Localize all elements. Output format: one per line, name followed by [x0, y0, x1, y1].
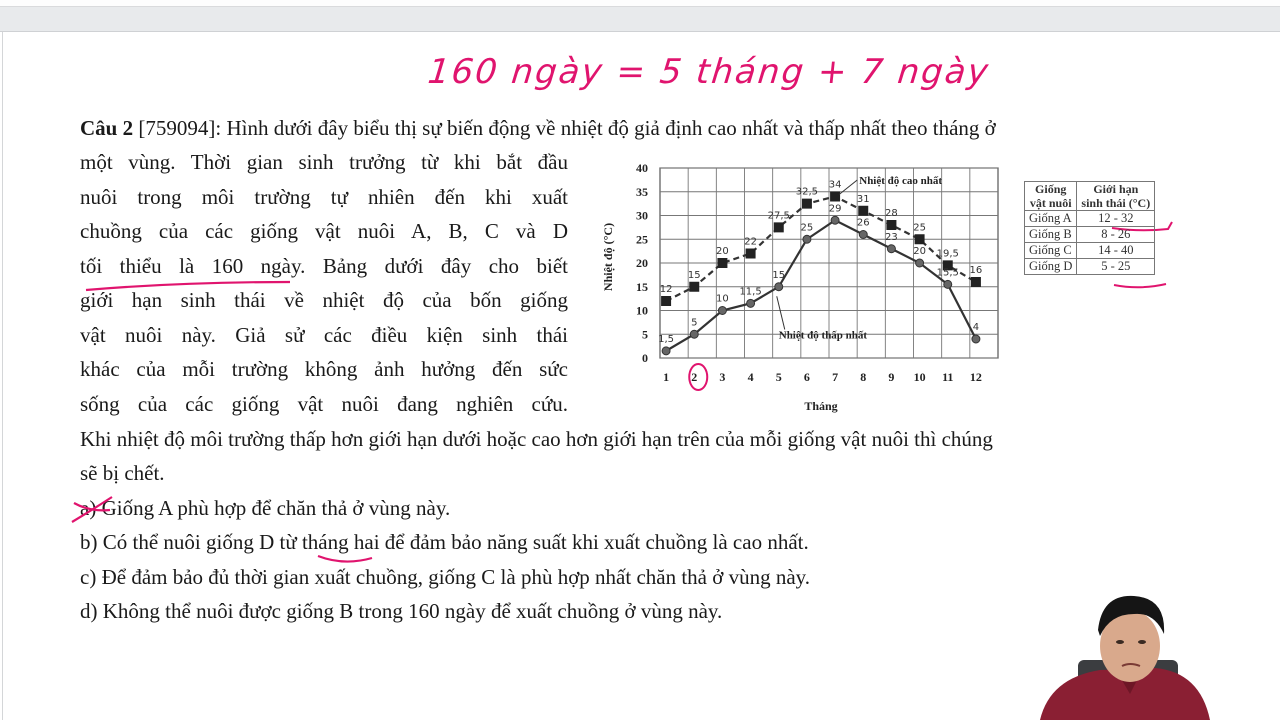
presenter-webcam: [1030, 590, 1280, 720]
x-tick-label: 9: [888, 370, 895, 384]
svg-text:15: 15: [772, 269, 786, 281]
svg-text:15: 15: [687, 269, 701, 281]
min-marker: [662, 347, 670, 355]
svg-text:28: 28: [885, 208, 898, 219]
y-tick-label: 0: [642, 351, 648, 365]
svg-text:5: 5: [691, 317, 698, 329]
option-b: [80, 525, 809, 559]
y-tick-label: 25: [636, 232, 648, 247]
x-tick-label: 1: [663, 370, 670, 384]
ecological-limits-table: [1024, 181, 1155, 275]
handwritten-note: 160 ngày = 5 tháng + 7 ngày: [425, 52, 992, 92]
svg-text:19,5: 19,5: [936, 248, 959, 260]
max-marker: [689, 282, 699, 292]
option-text: Giống A phù hợp để chăn thả ở vùng này.: [96, 496, 451, 520]
annotation-min: Nhiệt độ thấp nhất: [778, 329, 868, 342]
option-key: a): [80, 496, 97, 520]
table-row: Giống D 5 - 25: [1025, 259, 1155, 275]
svg-text:34: 34: [828, 179, 842, 191]
svg-text:22: 22: [744, 236, 757, 248]
option-key: b): [80, 530, 98, 554]
max-marker: [830, 192, 840, 202]
question-left-paragraph: [80, 145, 568, 421]
x-tick-label: 11: [942, 370, 954, 384]
min-marker: [831, 216, 839, 224]
svg-text:26: 26: [856, 217, 870, 229]
y-tick-label: 35: [636, 184, 648, 199]
paragraph-line: vật nuôi này. Giả sử các điều kiện sinh thái: [80, 322, 568, 347]
option-a: [80, 491, 450, 525]
svg-text:15,5: 15,5: [936, 267, 959, 279]
svg-text:1,5: 1,5: [658, 333, 675, 345]
min-marker: [887, 245, 895, 253]
svg-text:25: 25: [913, 222, 926, 234]
max-marker: [971, 277, 981, 287]
min-marker: [859, 231, 867, 239]
y-tick-label: 20: [636, 256, 648, 270]
max-marker: [886, 220, 896, 230]
header-breed: Giống vật nuôi: [1025, 182, 1077, 211]
paragraph-full-line: Khi nhiệt độ môi trường thấp hơn giới hạn dưới hoặc cao hơn giới hạn trên của mỗi giống vật nuôi thì chúng: [80, 427, 993, 451]
svg-text:32,5: 32,5: [795, 186, 819, 198]
svg-text:23: 23: [885, 231, 898, 243]
svg-text:10: 10: [716, 293, 729, 305]
x-tick-label: 2: [691, 370, 698, 384]
y-tick-label: 40: [636, 161, 648, 175]
svg-text:29: 29: [828, 203, 842, 215]
max-marker: [746, 249, 756, 259]
min-marker: [972, 335, 980, 343]
option-c: [80, 560, 810, 594]
x-axis-label: Tháng: [804, 399, 838, 413]
paragraph-line: giới hạn sinh thái về nhiệt độ của bốn giống: [80, 288, 568, 312]
header-limit: Giới hạn sinh thái (°C): [1077, 182, 1155, 211]
svg-text:4: 4: [972, 322, 980, 333]
max-marker: [774, 222, 784, 232]
option-d: [80, 594, 722, 628]
x-tick-label: 10: [913, 370, 926, 384]
max-marker: [915, 234, 925, 244]
table-row: Giống C 14 - 40: [1025, 243, 1155, 259]
top-window-strip: [0, 0, 1280, 7]
min-marker: [718, 307, 726, 315]
y-tick-label: 5: [642, 327, 648, 342]
option-key: d): [80, 599, 98, 623]
y-tick-label: 10: [636, 303, 648, 318]
temperature-line-chart: [596, 160, 1006, 420]
min-marker: [747, 299, 755, 307]
y-tick-label: 30: [636, 208, 648, 223]
table-header-row: [1025, 182, 1155, 211]
svg-text:16: 16: [969, 265, 983, 276]
annotation-max: Nhiệt độ cao nhất: [859, 175, 943, 187]
x-tick-label: 8: [860, 370, 867, 384]
option-text: Có thể nuôi giống D từ tháng hai để đảm bảo năng suất khi xuất chuồng là cao nhất.: [97, 530, 809, 554]
min-marker: [916, 259, 924, 267]
max-marker: [802, 199, 812, 209]
paragraph-line: nuôi trong môi trường tự nhiên đến khi xuất: [80, 184, 568, 209]
x-tick-label: 6: [803, 370, 810, 384]
svg-text:25: 25: [800, 222, 814, 234]
max-marker: [858, 206, 868, 216]
min-marker: [775, 283, 783, 291]
paragraph-line: sống của các giống vật nuôi đang nghiên cứu.: [80, 391, 568, 416]
paragraph-full-line: sẽ bị chết.: [80, 461, 165, 485]
svg-text:31: 31: [856, 193, 870, 205]
table-row: Giống A 12 - 32: [1025, 211, 1155, 227]
x-tick-label: 12: [969, 370, 982, 384]
x-tick-label: 4: [747, 370, 754, 384]
paragraph-line: khác của mỗi trường không ảnh hưởng đến sức: [80, 357, 568, 381]
question-label: Câu 2: [80, 116, 134, 140]
question-intro: : Hình dưới đây biểu thị sự biến động về nhiệt độ giả định cao nhất và thấp nhất theo tháng ở: [215, 116, 996, 140]
y-axis-label: Nhiệt độ (°C): [601, 222, 615, 292]
question-heading: [80, 111, 996, 145]
option-key: c): [80, 565, 97, 589]
option-text: Không thể nuôi được giống B trong 160 ngày để xuất chuồng ở vùng này.: [97, 599, 723, 623]
svg-text:12: 12: [659, 284, 673, 295]
y-tick-label: 15: [636, 279, 648, 294]
svg-text:27,5: 27,5: [767, 210, 790, 222]
paragraph-line: tối thiểu là 160 ngày. Bảng dưới đây cho biết: [80, 253, 568, 278]
paragraph-line: một vùng. Thời gian sinh trưởng từ khi bắt đầu: [80, 150, 568, 174]
x-tick-label: 7: [832, 370, 839, 384]
paragraph-line: chuồng của các giống vật nuôi A, B, C và D: [80, 219, 568, 243]
top-toolbar-band: [0, 7, 1280, 32]
svg-text:20: 20: [716, 246, 729, 257]
max-marker: [661, 296, 671, 306]
min-marker: [803, 235, 811, 243]
option-text: Để đảm bảo đủ thời gian xuất chuồng, giống C là phù hợp nhất chăn thả ở vùng này.: [96, 565, 811, 589]
svg-text:11,5: 11,5: [739, 286, 762, 298]
x-tick-label: 3: [719, 370, 726, 384]
min-marker: [944, 280, 952, 288]
svg-text:20: 20: [913, 246, 926, 257]
max-marker: [717, 258, 727, 268]
min-marker: [690, 330, 698, 338]
table-row: Giống B 8 - 26: [1025, 227, 1155, 243]
x-tick-label: 5: [775, 370, 782, 384]
temperature-chart: [596, 160, 1006, 425]
question-id: [759094]: [138, 116, 216, 140]
